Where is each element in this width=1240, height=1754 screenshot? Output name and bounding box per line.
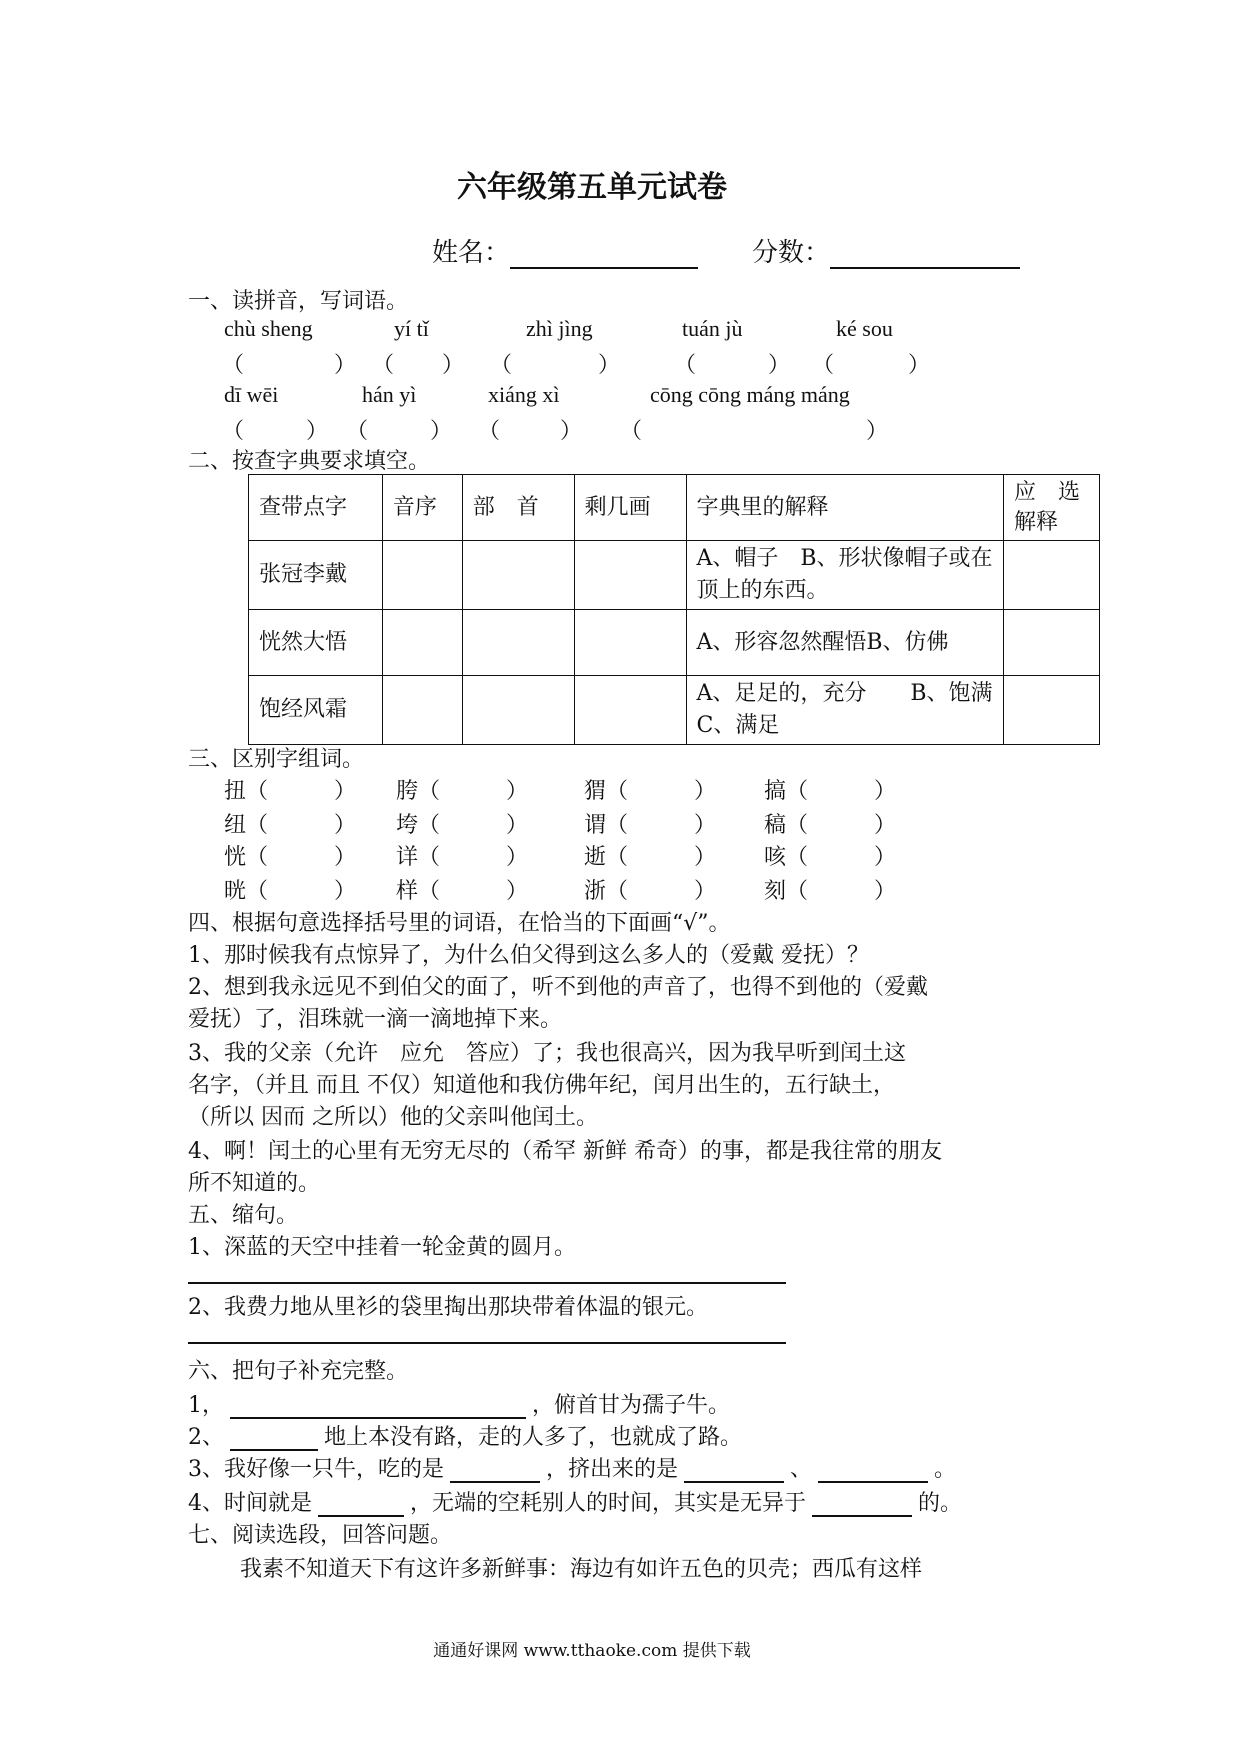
answer-paren-open: （: [246, 879, 269, 904]
answer-paren-close: ）: [598, 353, 621, 378]
answer-cell[interactable]: [382, 541, 462, 610]
answer-paren-open: （: [418, 879, 441, 904]
sentence-text: ，无端的空耗别人的时间，其实是无异于: [410, 1491, 807, 1516]
fill-blank[interactable]: [684, 1459, 784, 1483]
answer-line[interactable]: [188, 1282, 786, 1284]
answer-cell[interactable]: [1004, 610, 1100, 676]
answer-paren-close: ）: [430, 419, 453, 444]
pinyin: yí tǐ: [394, 316, 429, 341]
table-row: [249, 676, 1100, 745]
answer-paren-open: （: [418, 845, 441, 870]
target-character: 搞: [764, 779, 787, 804]
target-character: 逝: [584, 845, 607, 870]
target-character: 扭: [224, 779, 247, 804]
sentence-text: 、: [790, 1457, 813, 1482]
sentence-text: ，俯首甘为孺子牛。: [532, 1393, 731, 1418]
word-group-item: [224, 874, 356, 905]
target-character: 纽: [224, 813, 247, 838]
answer-paren-open: （: [606, 779, 629, 804]
question-line: 3、我的父亲（允许 应允 答应）了；我也很高兴，因为我早听到闰土这: [188, 1041, 906, 1066]
fill-blank[interactable]: [230, 1427, 318, 1451]
question-number: 1，: [188, 1393, 224, 1418]
score-blank[interactable]: [830, 241, 1020, 269]
sentence-text: 4、时间就是: [188, 1491, 312, 1516]
answer-paren-open: （: [346, 419, 369, 444]
pinyin: ké sou: [836, 316, 893, 341]
fill-blank[interactable]: [318, 1493, 404, 1517]
answer-paren-open: （: [246, 779, 269, 804]
fill-sentence: [188, 1486, 962, 1517]
answer-paren-close: ）: [768, 353, 791, 378]
answer-paren-close: ）: [506, 845, 529, 870]
answer-paren-close: ）: [306, 419, 329, 444]
answer-paren-open: （: [786, 779, 809, 804]
answer-paren-close: ）: [908, 353, 931, 378]
answer-cell[interactable]: [462, 541, 574, 610]
word-group-item: [224, 840, 356, 871]
answer-paren-open: （: [418, 813, 441, 838]
section-4-heading: 四、根据句意选择括号里的词语，在恰当的下面画“√”。: [188, 911, 731, 936]
word-group-item: [396, 774, 528, 805]
table-cell-explanation: A、足足的，充分 B、饱满 C、满足: [686, 676, 1004, 745]
sentence-text: 。: [934, 1457, 957, 1482]
word-group-item: [396, 840, 528, 871]
word-group-item: [584, 774, 716, 805]
target-character: 详: [396, 845, 419, 870]
answer-paren-open: （: [222, 419, 245, 444]
target-character: 垮: [396, 813, 419, 838]
question-line: 1、那时候我有点惊异了，为什么伯父得到这么多人的（爱戴 爱抚）？: [188, 943, 869, 968]
table-cell-word: 饱经风霜: [249, 676, 383, 745]
reading-passage: 我素不知道天下有这许多新鲜事：海边有如许五色的贝壳；西瓜有这样: [240, 1557, 923, 1582]
footer-credit: 通通好课网 www.tthaoke.com 提供下载: [433, 1641, 751, 1661]
section-7-heading: 七、阅读选段，回答问题。: [188, 1523, 453, 1548]
word-group-item: [764, 774, 896, 805]
fill-sentence: [188, 1452, 956, 1483]
word-group-item: [764, 874, 896, 905]
answer-paren-open: （: [222, 353, 245, 378]
target-character: 咳: [764, 845, 787, 870]
question-line: 2、想到我永远见不到伯父的面了，听不到他的声音了，也得不到他的（爱戴: [188, 975, 928, 1000]
fill-blank[interactable]: [812, 1493, 912, 1517]
pinyin: dī wēi: [224, 382, 279, 407]
answer-paren-open: （: [620, 419, 643, 444]
word-group-item: [224, 774, 356, 805]
answer-paren-close: ）: [874, 779, 897, 804]
answer-paren-close: ）: [334, 353, 357, 378]
answer-paren-open: （: [372, 353, 395, 378]
answer-paren-close: ）: [694, 879, 717, 904]
word-group-item: [764, 808, 896, 839]
table-cell-word: 张冠李戴: [249, 541, 383, 610]
answer-paren-open: （: [674, 353, 697, 378]
pinyin: hán yì: [362, 382, 417, 407]
answer-paren-close: ）: [506, 813, 529, 838]
word-group-item: [584, 874, 716, 905]
answer-paren-open: （: [490, 353, 513, 378]
target-character: 刻: [764, 879, 787, 904]
target-character: 恍: [224, 845, 247, 870]
answer-paren-close: ）: [866, 419, 889, 444]
target-character: 样: [396, 879, 419, 904]
table-cell-word: 恍然大悟: [249, 610, 383, 676]
pinyin: chù sheng: [224, 316, 313, 341]
target-character: 胯: [396, 779, 419, 804]
word-group-item: [584, 840, 716, 871]
target-character: 晄: [224, 879, 247, 904]
page-title: 六年级第五单元试卷: [457, 170, 727, 205]
answer-paren-open: （: [606, 845, 629, 870]
pinyin: xiáng xì: [488, 382, 560, 407]
question-line: 爱抚）了，泪珠就一滴一滴地掉下来。: [188, 1007, 563, 1032]
target-character: 稿: [764, 813, 787, 838]
dictionary-table: [248, 474, 1100, 745]
word-group-item: [764, 840, 896, 871]
word-group-item: [396, 874, 528, 905]
answer-paren-open: （: [418, 779, 441, 804]
fill-sentence: [188, 1388, 730, 1419]
question-number: 2、: [188, 1425, 224, 1450]
answer-cell[interactable]: [382, 610, 462, 676]
table-row: [249, 610, 1100, 676]
sentence-text: 地上本没有路，走的人多了，也就成了路。: [324, 1425, 743, 1450]
answer-paren-open: （: [606, 879, 629, 904]
answer-paren-open: （: [246, 845, 269, 870]
pinyin: zhì jìng: [526, 316, 593, 341]
answer-paren-close: ）: [506, 779, 529, 804]
answer-paren-close: ）: [874, 813, 897, 838]
name-field: [432, 232, 698, 269]
table-cell-explanation: A、帽子 B、形状像帽子或在顶上的东西。: [686, 541, 1004, 610]
answer-cell[interactable]: [574, 676, 686, 745]
answer-paren-open: （: [478, 419, 501, 444]
section-6-heading: 六、把句子补充完整。: [188, 1359, 409, 1384]
table-header: 部 首: [462, 475, 574, 541]
answer-paren-close: ）: [560, 419, 583, 444]
answer-paren-open: （: [786, 845, 809, 870]
answer-cell[interactable]: [1004, 676, 1100, 745]
fill-blank[interactable]: [450, 1459, 540, 1483]
score-label: 分数：: [752, 238, 831, 268]
name-blank[interactable]: [510, 241, 698, 269]
answer-paren-close: ）: [334, 779, 357, 804]
answer-paren-open: （: [812, 353, 835, 378]
fill-sentence: [188, 1420, 742, 1451]
table-header: 字典里的解释: [686, 475, 1004, 541]
section-2-heading: 二、按查字典要求填空。: [188, 449, 431, 474]
section-3-heading: 三、区别字组词。: [188, 747, 365, 772]
question-line: 2、我费力地从里衫的袋里掏出那块带着体温的银元。: [188, 1295, 708, 1320]
target-character: 浙: [584, 879, 607, 904]
table-row: [249, 541, 1100, 610]
answer-paren-close: ）: [334, 813, 357, 838]
table-header: 查带点字: [249, 475, 383, 541]
table-cell-explanation: A、形容忽然醒悟B、仿佛: [686, 610, 1004, 676]
answer-paren-close: ）: [694, 779, 717, 804]
target-character: 谓: [584, 813, 607, 838]
answer-paren-close: ）: [442, 353, 465, 378]
word-group-item: [396, 808, 528, 839]
section-5-heading: 五、缩句。: [188, 1203, 299, 1228]
word-group-item: [224, 808, 356, 839]
question-line: 名字，（并且 而且 不仅）知道他和我仿佛年纪，闰月出生的，五行缺土，: [188, 1073, 895, 1098]
answer-paren-open: （: [786, 879, 809, 904]
answer-cell[interactable]: [462, 676, 574, 745]
answer-line[interactable]: [188, 1342, 786, 1344]
answer-paren-close: ）: [694, 845, 717, 870]
word-group-item: [584, 808, 716, 839]
table-header: 剩几画: [574, 475, 686, 541]
table-header: 应 选解释: [1004, 475, 1100, 541]
question-line: 4、啊！闰土的心里有无穷无尽的（希罕 新鲜 希奇）的事，都是我往常的朋友: [188, 1139, 942, 1164]
sentence-text: ，挤出来的是: [546, 1457, 679, 1482]
answer-cell[interactable]: [574, 541, 686, 610]
table-header-row: [249, 475, 1100, 541]
question-line: 1、深蓝的天空中挂着一轮金黄的圆月。: [188, 1235, 576, 1260]
answer-cell[interactable]: [382, 676, 462, 745]
question-line: 所不知道的。: [188, 1171, 321, 1196]
answer-paren-open: （: [786, 813, 809, 838]
fill-blank[interactable]: [818, 1459, 928, 1483]
name-label: 姓名：: [432, 238, 511, 268]
answer-paren-close: ）: [874, 879, 897, 904]
answer-paren-close: ）: [694, 813, 717, 838]
answer-paren-close: ）: [334, 845, 357, 870]
answer-paren-open: （: [606, 813, 629, 838]
answer-cell[interactable]: [462, 610, 574, 676]
answer-cell[interactable]: [1004, 541, 1100, 610]
target-character: 猬: [584, 779, 607, 804]
answer-paren-close: ）: [506, 879, 529, 904]
answer-cell[interactable]: [574, 610, 686, 676]
sentence-text: 3、我好像一只牛，吃的是: [188, 1457, 444, 1482]
score-field: [752, 232, 1020, 269]
pinyin: cōng cōng máng máng: [650, 382, 850, 407]
answer-paren-close: ）: [334, 879, 357, 904]
fill-blank[interactable]: [230, 1395, 526, 1419]
answer-paren-open: （: [246, 813, 269, 838]
pinyin: tuán jù: [682, 316, 743, 341]
section-1-heading: 一、读拼音，写词语。: [188, 289, 409, 314]
question-line: （所以 因而 之所以）他的父亲叫他闰土。: [188, 1105, 598, 1130]
answer-paren-close: ）: [874, 845, 897, 870]
sentence-text: 的。: [918, 1491, 963, 1516]
table-header: 音序: [382, 475, 462, 541]
